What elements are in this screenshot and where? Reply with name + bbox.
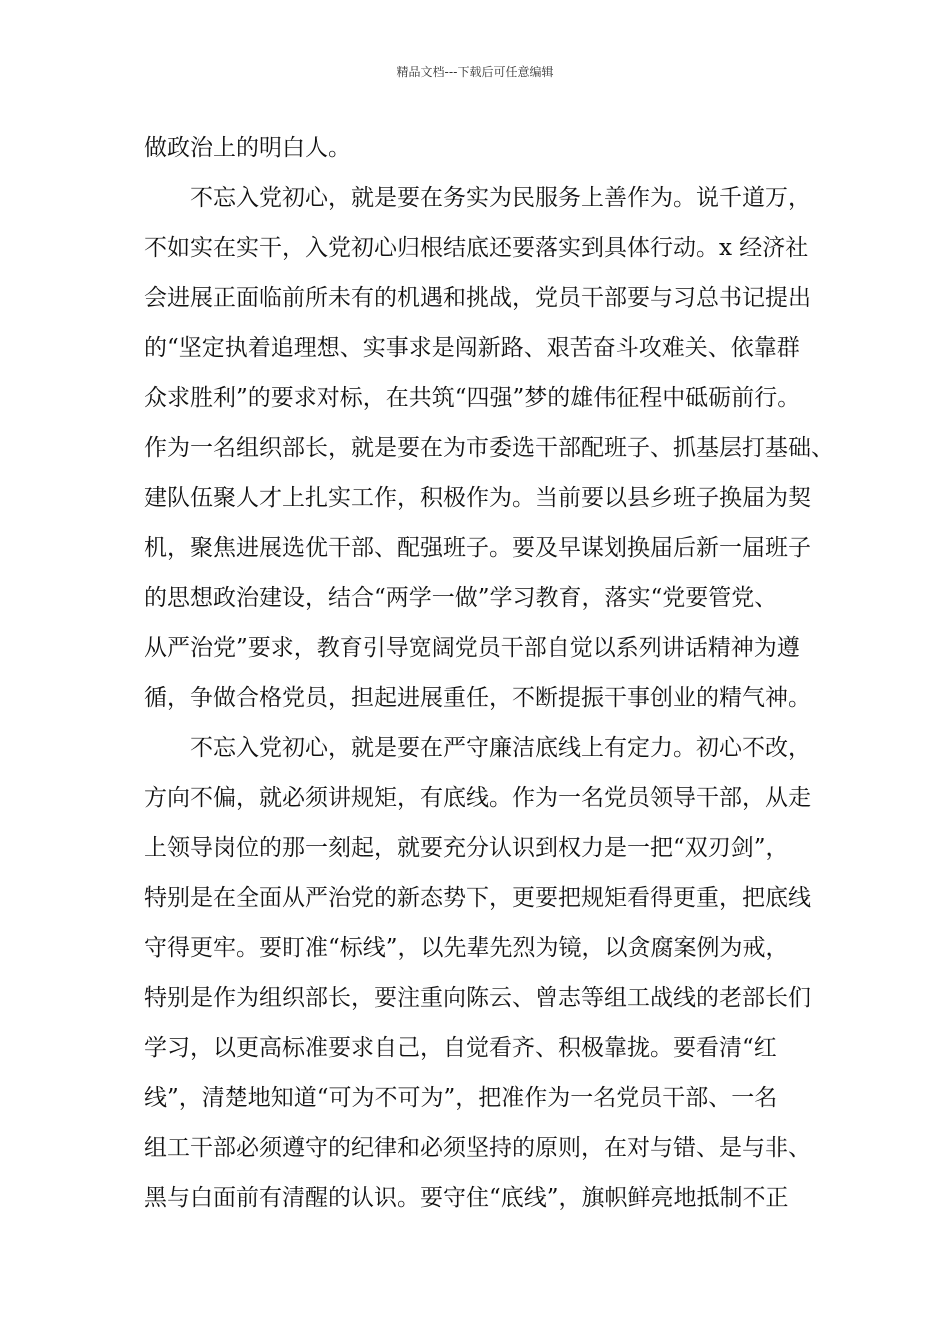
text-line: 循，争做合格党员，担起进展重任，不断提振干事创业的精气神。 bbox=[144, 685, 811, 711]
text-line: 做政治上的明白人。 bbox=[144, 135, 351, 161]
text-line: 不如实在实干，入党初心归根结底还要落实到具体行动。x 经济社 bbox=[144, 235, 809, 261]
paragraph-first-line: 不忘入党初心，就是要在务实为民服务上善作为。说千道万， bbox=[190, 185, 811, 211]
text-line: 众求胜利”的要求对标，在共筑“四强”梦的雄伟征程中砥砺前行。 bbox=[144, 385, 801, 411]
text-line: 特别是在全面从严治党的新态势下，更要把规矩看得更重，把底线 bbox=[144, 885, 811, 911]
text-line: 线”，清楚地知道“可为不可为”，把准作为一名党员干部、一名 bbox=[144, 1085, 778, 1111]
text-line: 特别是作为组织部长，要注重向陈云、曾志等组工战线的老部长们 bbox=[144, 985, 811, 1011]
page-header: 精品文档---下载后可任意编辑 bbox=[396, 65, 554, 79]
text-line: 黑与白面前有清醒的认识。要守住“底线”，旗帜鲜亮地抵制不正 bbox=[144, 1185, 789, 1211]
text-line: 上领导岗位的那一刻起，就要充分认识到权力是一把“双刃剑”， bbox=[144, 835, 789, 861]
text-line: 机，聚焦进展选优干部、配强班子。要及早谋划换届后新一届班子 bbox=[144, 535, 811, 561]
text-line: 建队伍聚人才上扎实工作，积极作为。当前要以县乡班子换届为契 bbox=[144, 485, 811, 511]
document-body bbox=[144, 133, 834, 1233]
text-line: 组工干部必须遵守的纪律和必须坚持的原则，在对与错、是与非、 bbox=[144, 1135, 811, 1161]
text-line: 作为一名组织部长，就是要在为市委选干部配班子、抓基层打基础、 bbox=[144, 435, 834, 461]
text-line: 会进展正面临前所未有的机遇和挑战，党员干部要与习总书记提出 bbox=[144, 285, 811, 311]
text-line: 学习，以更高标准要求自己，自觉看齐、积极靠拢。要看清“红 bbox=[144, 1035, 777, 1061]
paragraph-first-line: 不忘入党初心，就是要在严守廉洁底线上有定力。初心不改， bbox=[190, 735, 811, 761]
text-line: 从严治党”要求，教育引导宽阔党员干部自觉以系列讲话精神为遵 bbox=[144, 635, 800, 661]
text-line: 守得更牢。要盯准“标线”，以先辈先烈为镜，以贪腐案例为戒， bbox=[144, 935, 789, 961]
text-line: 方向不偏，就必须讲规矩，有底线。作为一名党员领导干部，从走 bbox=[144, 785, 811, 811]
text-line: 的思想政治建设，结合“两学一做”学习教育，落实“党要管党、 bbox=[144, 585, 778, 611]
text-line: 的“坚定执着追理想、实事求是闯新路、艰苦奋斗攻难关、依靠群 bbox=[144, 335, 800, 361]
